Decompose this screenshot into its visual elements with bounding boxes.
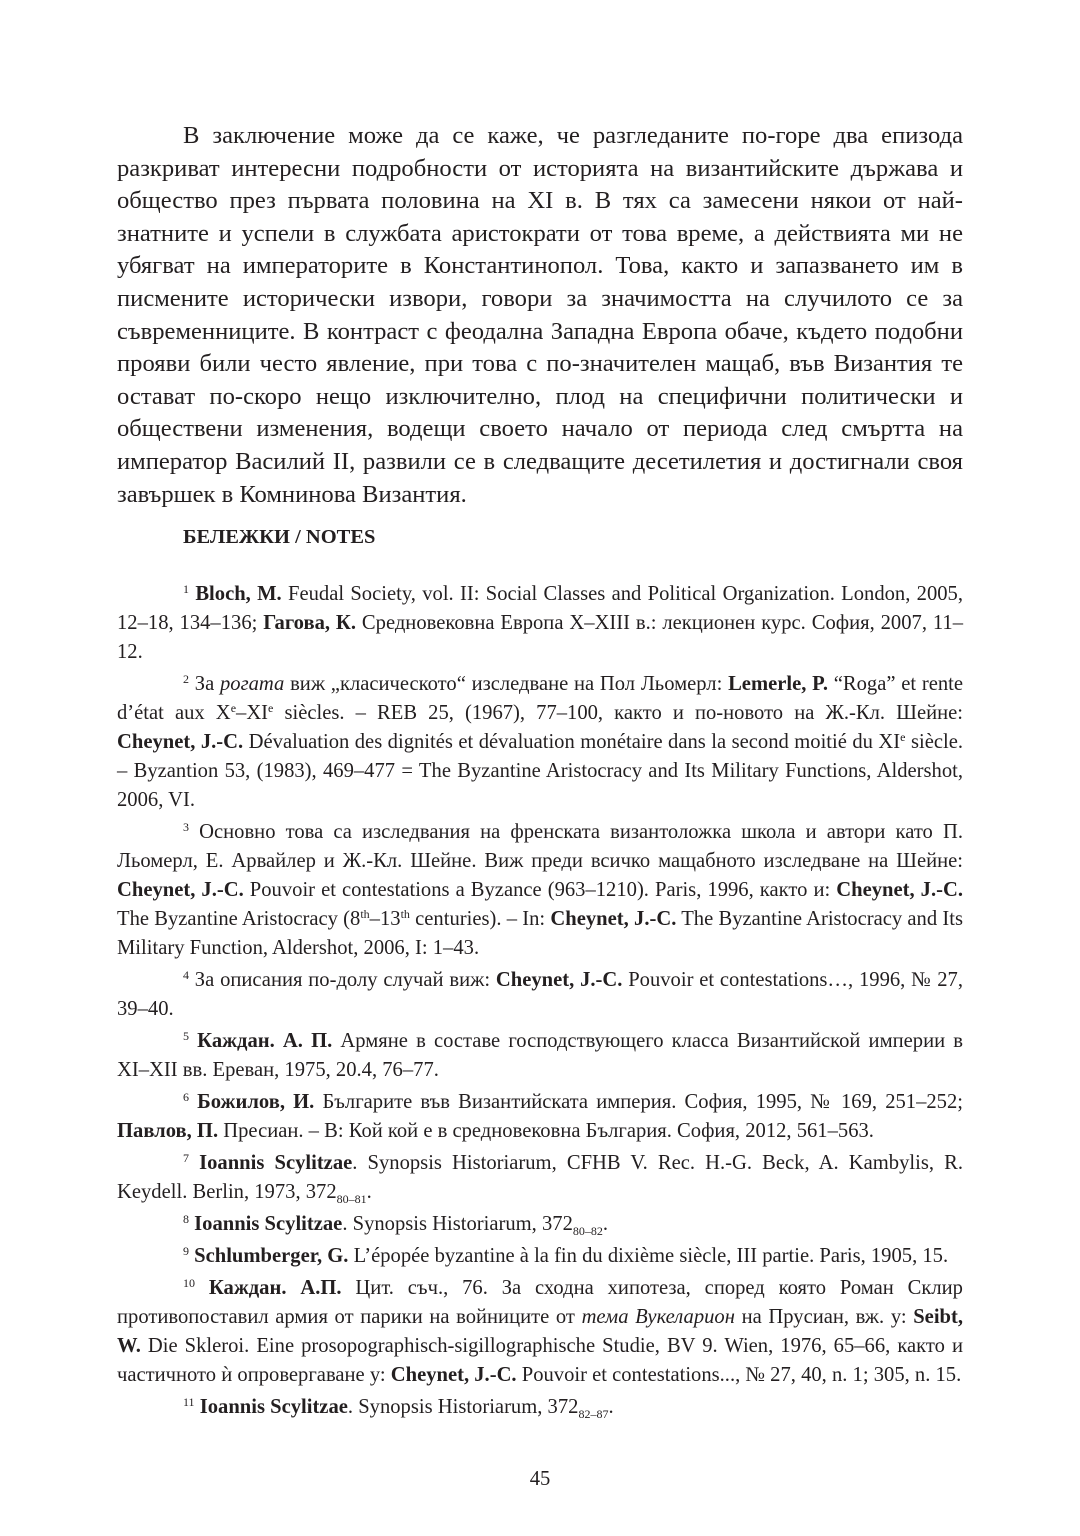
note-author: Bloch, M. xyxy=(195,583,282,605)
note-author: Cheynet, J.-C. xyxy=(495,969,623,991)
footnote-3: $^3$ Основно това са изследвания на френската византоложка школа и автори като П. Льомерл, Е. Арвайлер и Ж.-Кл. Шейне. Виж преди всичко мащабното изследване на Шейне: Cheynet, J.-C. Pouvoir et contestations a Byzance (963–1210). Paris, 1996, както и: Cheynet, J.-C. The Byzantine Aristocracy (8th–13th centuries). – In: Cheynet, J.-C. The Byzantine Aristocracy and Its Military Function, Aldershot, 2006, I: 1–43. xyxy=(117,820,963,959)
note-author: Cheynet, J.-C. xyxy=(550,908,677,930)
note-superscript: 3 xyxy=(183,820,189,834)
note-superscript: 9 xyxy=(183,1244,189,1258)
footnote-5: $^5$ Каждан. А. П. Армяне в составе господствующего класса Византийской империи в XI–XII вв. Ереван, 1975, 20.4, 76–77. xyxy=(117,1029,963,1081)
note-superscript: 5 xyxy=(183,1029,189,1043)
note-subscript: 80–82 xyxy=(572,1224,603,1238)
notes-heading: БЕЛЕЖКИ / NOTES xyxy=(183,526,376,548)
footnote-1: $^1$ Bloch, M. Feudal Society, vol. II: Social Classes and Political Organization. London, 2005, 12–18, 134–136; Гагова, К. Средновековна Европа X–XIII в.: лекционен курс. София, 2007, 11–12. xyxy=(117,582,964,663)
note-superscript: 10 xyxy=(183,1276,195,1290)
note-author: Seibt, W. xyxy=(117,1306,963,1357)
page-number: 45 xyxy=(529,1468,551,1490)
footnote-6: $^6$ Божилов, И. Българите във Византийската империя. София, 1995, № 169, 251–252; Павлов, П. Пресиан. – В: Кой кой е в средновековна България. София, 2012, 561–563. xyxy=(117,1090,963,1142)
note-author: Ioannis Scylitzae xyxy=(194,1213,343,1235)
footnote-4: $^4$ За описания по-долу случай виж: Cheynet, J.-C. Pouvoir et contestations…, 1996, № 27, 39–40. xyxy=(117,968,963,1020)
body-paragraph: В заключение може да се каже, че разгледаните по-горе два епизода разкриват интересни подробности от историята на византийските държава и общество през първата половина на XI в. В тях са замесени някои от най-знатните и успели в службата аристократи от това време, а действията ми не убягват на императорите в Константинопол. Това, както и запазването им в писмените исторически извори, говори за значимостта на случилото се за съвременниците. В контраст с феодална Западна Европа обаче, където подобни прояви били често явление, при това с по-значителен мащаб, във Византия те остават по-скоро нещо изключително, плод на специфични политически и обществени изменения, водещи своето начало от периода след смъртта на император Василий II, развили се в следващите десетилетия и достигнали своя завършек в Комнинова Византия. xyxy=(117,122,963,508)
note-subscript: 82–87 xyxy=(578,1407,609,1421)
note-author: Ioannis Scylitzae xyxy=(199,1396,348,1418)
note-author: Schlumberger, G. xyxy=(194,1245,349,1267)
note-author: Lemerle, P. xyxy=(728,673,828,695)
note-author: Cheynet, J.-C. xyxy=(117,731,244,753)
note-author: Каждан. А.П. xyxy=(208,1277,342,1299)
note-subscript: 80–81 xyxy=(336,1192,367,1206)
note-superscript: th xyxy=(400,907,410,921)
note-superscript: 6 xyxy=(183,1090,189,1104)
footnote-9: $^9$ Schlumberger, G. L’épopée byzantine à la fin du dixième siècle, III partie. Paris, 1905, 15. xyxy=(183,1244,949,1267)
note-superscript: 1 xyxy=(183,582,189,596)
note-author: Каждан. А. П. xyxy=(197,1030,333,1052)
note-superscript: th xyxy=(360,907,370,921)
footnote-11: $^{11}$ Ioannis Scylitzae. Synopsis Historiarum, $372_{82-87}$. xyxy=(183,1395,614,1421)
note-author: Cheynet, J.-C. xyxy=(390,1364,517,1386)
footnote-10: $^{10}$ Каждан. А.П. Цит. съч., 76. За сходна хипотеза, според която Роман Склир противопоставил армия от парики на войниците от тема Вукеларион на Прусиан, вж. у: Seibt, W. Die Skleroi. Eine prosopographisch-sigillographische Studie, BV 9. Wien, 1976, 65–66, както и частичното ѝ опровергаване у: Cheynet, J.-C. Pouvoir et contestations..., № 27, 40, n. 1; 305, n. 15. xyxy=(117,1276,963,1386)
note-italic: тема Вукеларион xyxy=(581,1306,735,1328)
note-superscript: 4 xyxy=(183,968,189,982)
note-superscript: e xyxy=(268,701,274,715)
note-superscript: 11 xyxy=(183,1395,195,1409)
note-author: Ioannis Scylitzae xyxy=(199,1152,353,1174)
footnote-7: $^7$ Ioannis Scylitzae. Synopsis Historiarum, CFHB V. Rec. H.-G. Beck, A. Kambylis, R. Keydell. Berlin, 1973, $372_{80-81}$. xyxy=(117,1151,963,1206)
note-superscript: e xyxy=(900,730,906,744)
note-superscript: 2 xyxy=(183,672,189,686)
note-author: Божилов, И. xyxy=(197,1091,315,1113)
note-superscript: 7 xyxy=(183,1151,189,1165)
note-italic: рогата xyxy=(219,673,285,695)
footnote-8: $^8$ Ioannis Scylitzae. Synopsis Historiarum, $372_{80-82}$. xyxy=(183,1212,609,1238)
footnote-2: $^2$ За рогата виж „класическото“ изследване на Пол Льомерл: Lemerle, P. “Roga” et rente d’état aux Xe–XIe siècles. – REB 25, (1967), 77–100, както и по-новото на Ж.-Кл. Шейне: Cheynet, J.-C. Dévaluation des dignités et dévaluation monétaire dans la second moitié du XIe siècle. – Byzantion 53, (1983), 469–477 = The Byzantine Aristocracy and Its Military Functions, Aldershot, 2006, VI. xyxy=(117,672,964,811)
note-author: Cheynet, J.-C. xyxy=(836,879,963,901)
note-superscript: e xyxy=(230,701,237,715)
notes-list xyxy=(117,580,963,1425)
note-superscript: 8 xyxy=(183,1212,189,1226)
note-author: Гагова, К. xyxy=(263,612,357,634)
note-author: Павлов, П. xyxy=(117,1120,219,1142)
note-author: Cheynet, J.-C. xyxy=(117,879,244,901)
